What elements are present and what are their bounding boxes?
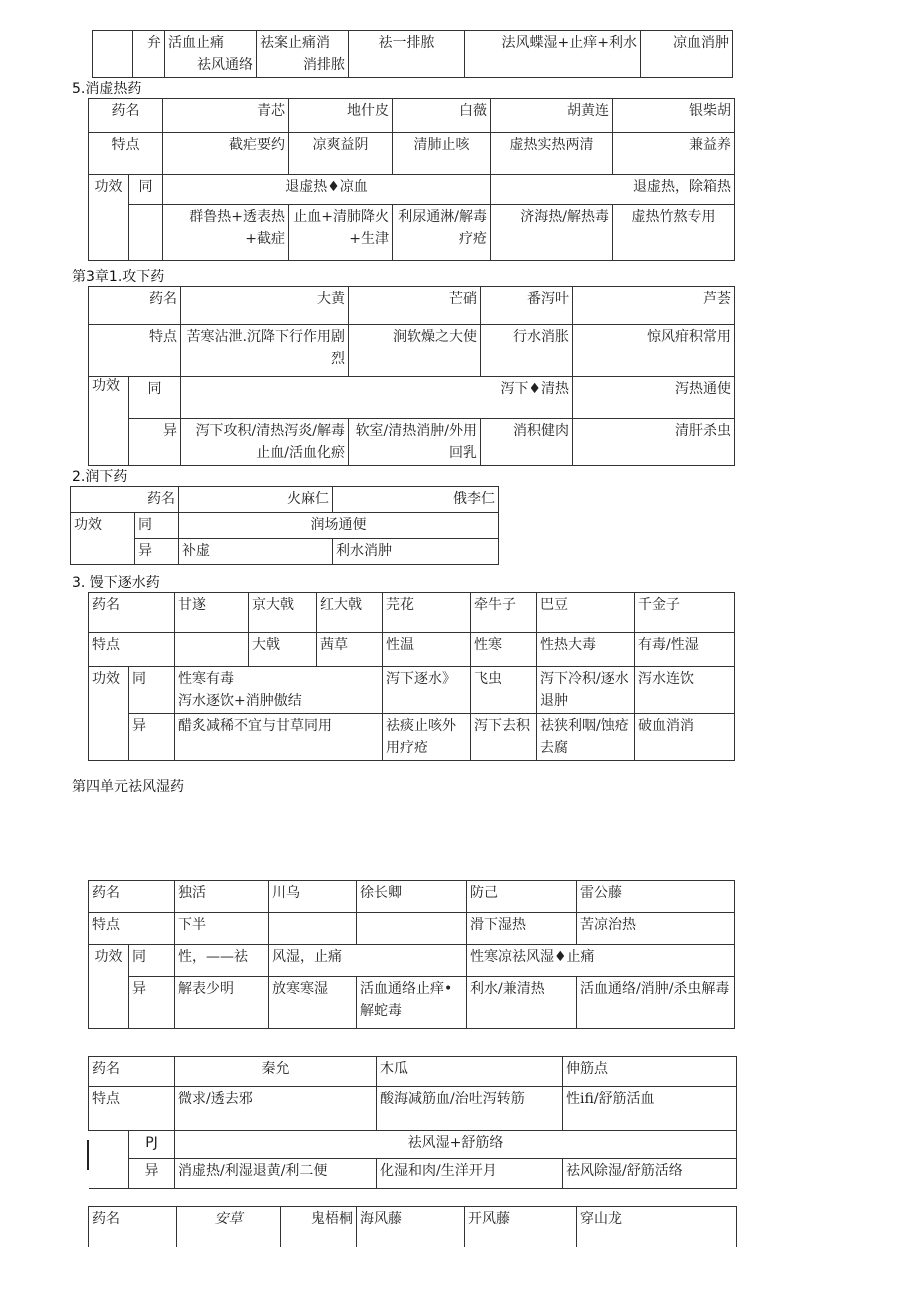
cell: 消积健肉 (481, 419, 573, 466)
row-sublabel: 同 (135, 513, 179, 539)
cell: 胡黄连 (491, 99, 613, 133)
cell: 祛风除湿/舒筋活络 (563, 1159, 737, 1189)
cell: 滑下湿热 (467, 913, 577, 945)
row-label: 药名 (89, 1057, 175, 1087)
cell: 解表少明 (175, 977, 269, 1029)
cell (357, 913, 467, 945)
cell: 润场通便 (179, 513, 499, 539)
table-4b (88, 1056, 737, 1189)
cell: 虚热竹熬专用 (613, 205, 735, 261)
cell: 兼益养 (613, 133, 735, 175)
cell: 性寒凉祛风湿♦止痛 (467, 945, 735, 977)
cell: 微求/透去邪 (175, 1087, 377, 1131)
section-heading: 3. 馒下逐水药 (72, 575, 160, 591)
cell: 芒硝 (349, 287, 481, 325)
cell: 京大戟 (249, 593, 317, 633)
cell: 飞虫 (471, 667, 537, 714)
cell: 涧软燥之大使 (349, 325, 481, 377)
cell-line: 性寒有毒 (178, 671, 234, 687)
section-heading: 第四单元祛风湿药 (72, 779, 184, 795)
row-sublabel: PJ (129, 1131, 175, 1159)
cell: 法风蝶湿+止痒+利水 (465, 31, 641, 78)
cell: 退虚热♦凉血 (163, 175, 491, 205)
cell: 清肝杀虫 (573, 419, 735, 466)
cell: 地什皮 (289, 99, 393, 133)
cell: 群鲁热+透表热+截症 (163, 205, 289, 261)
cell: 祛一排脓 (349, 31, 465, 78)
cell: 清肺止咳 (393, 133, 491, 175)
cell-line: 泻水逐饮+消肿傲结 (178, 693, 302, 709)
cell: 泻下去积 (471, 714, 537, 761)
cell: 千金子 (635, 593, 735, 633)
cell: 性温 (383, 633, 471, 667)
cell (165, 31, 257, 78)
cell: 独活 (175, 881, 269, 913)
cell: 活血通络/消肿/杀虫解毒 (577, 977, 735, 1029)
cell: 止血+清肺降火+生津 (289, 205, 393, 261)
cell: 利水消肿 (333, 539, 499, 565)
row-label: 药名 (89, 881, 175, 913)
cell: 行水消胀 (481, 325, 573, 377)
row-sublabel: 异 (129, 1159, 175, 1189)
cell: 泻下♦清热 (181, 377, 573, 419)
cell: 利水/兼清热 (467, 977, 577, 1029)
cell-line: 消排脓 (303, 57, 345, 73)
table-4c (88, 1206, 737, 1247)
row-label: 药名 (89, 287, 181, 325)
cell: 醋炙减稀不宜与甘草同用 (175, 714, 383, 761)
cell (89, 1131, 129, 1189)
cell: 泻下攻积/清热泻炎/解毒止血/活血化瘀 (181, 419, 349, 466)
cell: 虚热实热两清 (491, 133, 613, 175)
cell: 雷公藤 (577, 881, 735, 913)
row-sublabel: 异 (135, 539, 179, 565)
row-sublabel: 异 (129, 977, 175, 1029)
cell (175, 633, 249, 667)
cell: 青芯 (163, 99, 289, 133)
row-label: 特点 (89, 633, 175, 667)
row-label: 药名 (89, 593, 175, 633)
table-2 (70, 486, 499, 565)
cell: 退虚热，除箱热 (491, 175, 735, 205)
cell: 大戟 (249, 633, 317, 667)
cell: 木瓜 (377, 1057, 563, 1087)
cell: 活血通络止痒•解蛇毒 (357, 977, 467, 1029)
cell: 补虚 (179, 539, 333, 565)
row-label: 功效 (89, 667, 129, 761)
cell: 牵牛子 (471, 593, 537, 633)
cell: 有毒/性湿 (635, 633, 735, 667)
cell: 茜草 (317, 633, 383, 667)
cell: 酸海减筋血/治吐泻转筋 (377, 1087, 563, 1131)
cell: 弁 (133, 31, 165, 78)
cell: 大黄 (181, 287, 349, 325)
cell: 芫花 (383, 593, 471, 633)
cell: 泻下冷积/逐水退肿 (537, 667, 635, 714)
table-3 (88, 592, 735, 761)
cell: 祛狭利咽/蚀疮去腐 (537, 714, 635, 761)
cell: 性热大毒 (537, 633, 635, 667)
cell: 截疟要约 (163, 133, 289, 175)
cell-line: 祛案止痛消 (260, 35, 330, 51)
row-sublabel: 同 (129, 667, 175, 714)
cell: 性ifi/舒筋活血 (563, 1087, 737, 1131)
cell (93, 31, 133, 78)
cell: 泻热通使 (573, 377, 735, 419)
row-sublabel: 同 (129, 175, 163, 205)
cell: 安草 (177, 1207, 281, 1247)
row-label: 药名 (89, 1207, 177, 1247)
cell: 徐长卿 (357, 881, 467, 913)
cell: 鬼梧桐 (281, 1207, 357, 1247)
row-sublabel: 同 (129, 945, 175, 977)
cell: 苦寒沾泄.沉降下行作用剧烈 (181, 325, 349, 377)
cell: 芦荟 (573, 287, 735, 325)
section-heading: 5.消虚热药 (72, 81, 142, 97)
row-label: 药名 (71, 487, 179, 513)
cell: 川乌 (269, 881, 357, 913)
row-label: 药名 (89, 99, 163, 133)
row-label: 功效 (71, 513, 135, 565)
cell: 风湿，止痛 (269, 945, 467, 977)
table-3-1 (88, 286, 735, 466)
cell: 性，——祛 (175, 945, 269, 977)
cell: 苦凉治热 (577, 913, 735, 945)
cell: 秦允 (175, 1057, 377, 1087)
row-label: 特点 (89, 913, 175, 945)
cell: 火麻仁 (179, 487, 333, 513)
cell: 凉爽益阴 (289, 133, 393, 175)
table-4a (88, 880, 735, 1029)
cell: 泻下逐水》 (383, 667, 471, 714)
cell (257, 31, 349, 78)
row-label: 特点 (89, 133, 163, 175)
cell: 消虚热/利湿退黄/利二便 (175, 1159, 377, 1189)
cell (269, 913, 357, 945)
cell: 开风藤 (465, 1207, 577, 1247)
row-label: 特点 (89, 1087, 175, 1131)
cell: 性寒 (471, 633, 537, 667)
cell: 泻水连饮 (635, 667, 735, 714)
cell (129, 205, 163, 261)
cell: 红大戟 (317, 593, 383, 633)
cell: 凉血消肿 (641, 31, 733, 78)
cell: 放寒寒湿 (269, 977, 357, 1029)
cell: 伸筋点 (563, 1057, 737, 1087)
cell: 祛风湿+舒筋络 (175, 1131, 737, 1159)
table-4b-left-rule (87, 1140, 89, 1170)
row-label: 功效 (89, 377, 129, 466)
cell: 海风藤 (357, 1207, 465, 1247)
cell: 破血消消 (635, 714, 735, 761)
cell: 巴豆 (537, 593, 635, 633)
table-5 (88, 98, 735, 261)
cell: 祛痰止咳外用疗疮 (383, 714, 471, 761)
row-sublabel: 同 (129, 377, 181, 419)
cell: 甘遂 (175, 593, 249, 633)
table-top-fragment (92, 30, 733, 78)
cell: 白薇 (393, 99, 491, 133)
cell: 番泻叶 (481, 287, 573, 325)
row-sublabel: 异 (129, 714, 175, 761)
section-heading: 2.润下药 (72, 469, 128, 485)
row-label: 功效 (89, 175, 129, 261)
cell: 利尿通淋/解毒疗疮 (393, 205, 491, 261)
cell-line: 祛风通络 (197, 57, 253, 73)
cell: 银柴胡 (613, 99, 735, 133)
cell: 下半 (175, 913, 269, 945)
cell: 防己 (467, 881, 577, 913)
cell: 穿山龙 (577, 1207, 737, 1247)
cell: 济海热/解热毒 (491, 205, 613, 261)
row-sublabel: 异 (129, 419, 181, 466)
section-heading: 第3章1.攻下药 (72, 269, 165, 285)
cell-line: 活血止痛 (168, 35, 224, 51)
cell: 俄李仁 (333, 487, 499, 513)
cell (175, 667, 383, 714)
cell: 惊风疳积常用 (573, 325, 735, 377)
cell: 化湿和肉/生洋开月 (377, 1159, 563, 1189)
row-label: 特点 (89, 325, 181, 377)
cell: 软室/清热消肿/外用回乳 (349, 419, 481, 466)
row-label: 功效 (89, 945, 129, 1029)
